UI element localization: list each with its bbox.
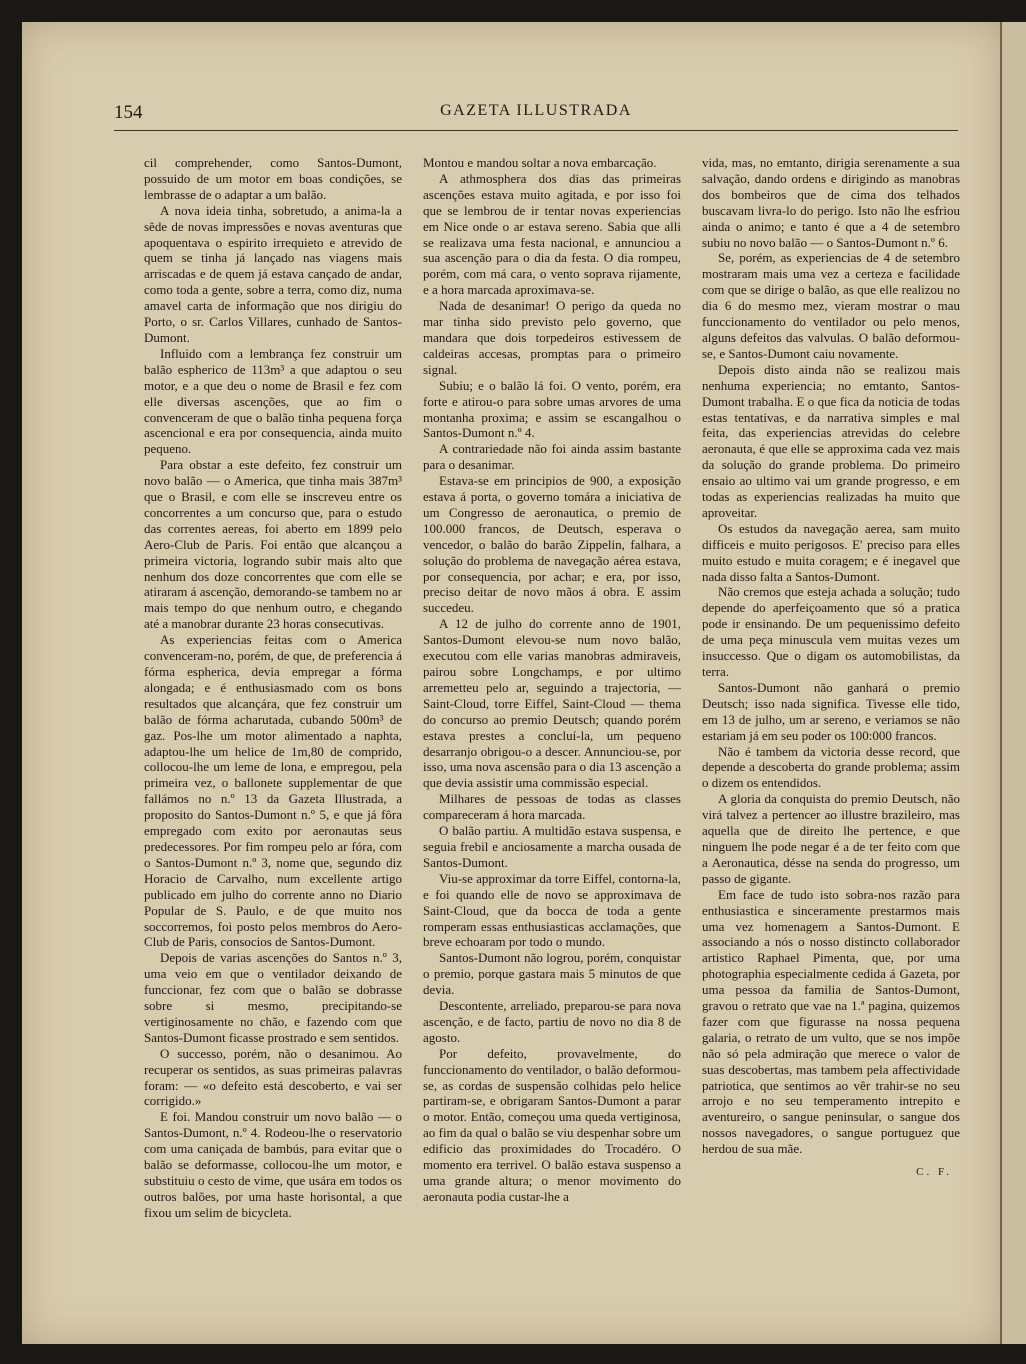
paragraph: Para obstar a este defeito, fez construir um novo balão — o America, que tinha mais 387m³ que o Brasil, e com elle se inscreveu entre os concorrentes a um concurso que, para o estudo das correntes aereas, foi aberto em 1899 pelo Aero-Club de Paris. Foi então que alcançou a primeira victoria, logrando subir mais alto que nenhum dos doze concorrentes que com elle se atiraram á ascenção, demorando-se tambem no ar mais tempo do que nenhum outro, e chegando até a manobrar durante 23 horas consecutivas.	[144, 457, 402, 632]
article-column-3	[702, 155, 960, 1265]
paragraph: A 12 de julho do corrente anno de 1901, Santos-Dumont elevou-se num novo balão, executou com elle varias manobras admiraveis, pairou sobre Longchamps, e por ultimo arremetteu pelo ar, seguindo a trajectoria, — Saint-Cloud, torre Eiffel, Saint-Cloud — thema do concurso ao premio Deutsch; quando porém estava prestes a concluí-la, um pequeno desarranjo obrigou-o a descer. Annunciou-se, por isso, uma nova ascensão para o dia 13 ascenção a que devia assistir uma commissão especial.	[423, 616, 681, 791]
paragraph: Nada de desanimar! O perigo da queda no mar tinha sido previsto pelo governo, que mandara que dois torpedeiros estivessem de caldeiras accesas, promptas para o primeiro signal.	[423, 298, 681, 377]
paragraph: Descontente, arreliado, preparou-se para nova ascenção, e de facto, partiu de novo no dia 8 de agosto.	[423, 998, 681, 1045]
paragraph: A athmosphera dos dias das primeiras ascenções estava muito agitada, e por isso foi que se lembrou de ir tentar novas experiencias em Nice onde o ar estava sereno. Sabia que alli se realizava uma festa nacional, e annunciou a sua ascenção para o dia da festa. O dia rompeu, porém, com má cara, o vento soprava rijamente, e a hora marcada aproximava-se.	[423, 170, 681, 298]
paragraph: Por defeito, provavelmente, do funccionamento do ventilador, o balão deformou-se, as cordas de suspensão colhidas pelo helice partiram-se, e obrigaram Santos-Dumont a parar o motor. Então, começou uma queda vertiginosa, ao fim da qual o balão se viu despenhar sobre um edificio das proximidades do Trocadéro. O momento era terrivel. O balão estava suspenso a uma grande altura; o menor movimento do aeronauta podia custar-lhe a	[423, 1045, 681, 1204]
paragraph: O successo, porém, não o desanimou. Ao recuperar os sentidos, as suas primeiras palavras foram: — «o defeito está descoberto, e vai ser corrigido.»	[144, 1045, 402, 1109]
paragraph: Estava-se em principios de 900, a exposição estava á porta, o governo tomára a iniciativa de um Congresso de aeronautica, o premio de 100.000 francos, de Deutsch, esperava o vencedor, o balão do barão Zippelin, falhara, a solução do problema de navegação aérea estava, por consequencia, por achar; e era, por isso, preciso deitar de novo mãos á obra. E assim succedeu.	[423, 473, 681, 616]
page-number: 154	[114, 102, 143, 123]
paragraph: A contrariedade não foi ainda assim bastante para o desanimar.	[423, 441, 681, 473]
paragraph: Milhares de pessoas de todas as classes compareceram á hora marcada.	[423, 791, 681, 823]
paragraph: Viu-se approximar da torre Eiffel, contorna-la, e foi quando elle de novo se approximava de Saint-Cloud, que da bocca de toda a gente romperam essas enthusiasticas acclamações, que breve echoaram por todo o mundo.	[423, 870, 681, 950]
paragraph: O balão partiu. A multidão estava suspensa, e seguia frebil e anciosamente a marcha ousada de Santos-Dumont.	[423, 823, 681, 870]
paragraph: Não cremos que esteja achada a solução; tudo depende do aperfeiçoamento que só a pratica pode ir ensinando. De um pequenissimo defeito de uma peça minuscula vem muitas vezes um insuccesso. Que o digam os automobilistas, da terra.	[702, 584, 960, 679]
adjacent-page-edge	[1000, 22, 1026, 1344]
paragraph: Santos-Dumont não logrou, porém, conquistar o premio, porque gastara mais 5 minutos de que devia.	[423, 950, 681, 998]
paragraph: Os estudos da navegação aerea, sam muito difficeis e muito perigosos. E' preciso para elles muito estudo e muita coragem; e é inegavel que nada disso falta a Santos-Dumont.	[702, 520, 960, 584]
paragraph: cil comprehender, como Santos-Dumont, possuido de um motor em boas condições, se lembrasse de o adaptar a um balão.	[144, 155, 402, 202]
paragraph: Santos-Dumont não ganhará o premio Deutsch; isso nada significa. Tivesse elle tido, em 13 de julho, um ar sereno, e veriamos se não estariam já em seu poder os 100:000 francos.	[702, 679, 960, 743]
running-title: GAZETA ILLUSTRADA	[440, 102, 632, 119]
paragraph: A nova ideia tinha, sobretudo, a anima-la a sêde de novas impressões e novas aventuras que apoquentava o espirito irrequieto e atrevido de quem se tinha já lançado nas viagens mais arriscadas e de quem já estava cançado de andar, como toda a gente, sobre a terra, como diz, numa amavel carta de informação que nos dirigiu do Porto, o sr. Carlos Villares, cunhado de Santos-Dumont.	[144, 202, 402, 345]
paragraph: As experiencias feitas com o America convenceram-no, porém, de que, de preferencia á fórma espherica, devia empregar a fórma alongada; e é enthusiasmado com os bons resultados que alcançára, que fez construir um balão de fórma acharutada, cubando 500m³ de gaz. Pos-lhe um motor alimentado a naphta, adaptou-lhe um helice de 1m,80 de comprido, collocou-lhe um leme de lona, e empregou, pela primeira vez, o ballonete supplementar de que fallámos no n.º 13 da Gazeta Illustrada, a proposito do Santos-Dumont n.º 5, e que já fôra empregado com exito por aeronautas seus predecessores. Por fim rompeu pelo ar fóra, com o Santos-Dumont n.º 3, nome que, segundo diz Horacio de Carvalho, num excellente artigo publicado em julho do corrente anno no Diario Popular de S. Paulo, e de que muito nos soccorremos, foi posto pelos membros do Aero-Club de Paris, consocios de Santos-Dumont.	[144, 632, 402, 950]
author-signature: C. F.	[916, 1166, 952, 1179]
paragraph: Influido com a lembrança fez construir um balão espherico de 113m³ a que adaptou o seu motor, e a que deu o nome de Brasil e fez com elle diversas ascenções, que ao fim o convenceram de que o balão tinha pequena força ascencional e era por consequencia, ainda muito pequeno.	[144, 345, 402, 457]
paragraph: Montou e mandou soltar a nova embarcação.	[423, 155, 657, 170]
paragraph: E foi. Mandou construir um novo balão — o Santos-Dumont, n.º 4. Rodeou-lhe o reservatorio com uma caniçada de bambús, para evitar que o balão se deformasse, collocou-lhe um motor, e substituiu o cesto de vime, que usára em todos os outros balões, por uma haste horisontal, a que fixou um selim de bicycleta.	[144, 1109, 402, 1220]
paragraph: Subiu; e o balão lá foi. O vento, porém, era forte e atirou-o para sobre umas arvores de uma montanha proxima; e assim se escangalhou o Santos-Dumont n.º 4.	[423, 377, 681, 441]
header-rule	[114, 130, 958, 131]
page-header	[114, 102, 958, 128]
paragraph: Depois disto ainda não se realizou mais nenhuma experiencia; no emtanto, Santos-Dumont trabalha. E o que fica da noticia de todas estas tentativas, e da narrativa simples e mal feita, das experiencias atrevidas do celebre aeronauta, é que elle se approxima cada vez mais da solução do grande problema. Do primeiro ensaio ao ultimo vai um grande progresso, e em todas as experiencias realizadas ha muito que aproveitar.	[702, 361, 960, 520]
paragraph: Em face de tudo isto sobra-nos razão para enthusiastica e sinceramente prestarmos mais uma vez homenagem a Santos-Dumont. E associando a nós o nosso distincto collaborador artistico Raphael Pimenta, que, por uma photographia especialmente cedida á Gazeta, por uma pessoa da familia de Santos-Dumont, gravou o retrato que vae na 1.ª pagina, quizemos fazer com que figurasse na nossa pequena galaria, o retrato de um vulto, que se nos impõe não só pela admiração que merece o valor de suas descobertas, mas tambem pela affectividade patriotica, que sentimos ao vêr trahir-se no seu arrojo e no seu temperamento intrepito e aventureiro, o sangue peninsular, o sangue dos nossos navegadores, o sangue portuguez que herdou de sua mãe.	[702, 886, 960, 1157]
paragraph: vida, mas, no emtanto, dirigia serenamente a sua salvação, dando ordens e dirigindo as manobras dos bombeiros que de cima dos telhados buscavam livra-lo do perigo. Isto não lhe esfriou ainda o animo; e tanto é que a 4 de setembro subiu no novo balão — o Santos-Dumont n.º 6.	[702, 155, 960, 250]
article-column-1	[144, 155, 402, 1265]
paragraph: Não é tambem da victoria desse record, que depende a descoberta do grande problema; assim o dizem os entendidos.	[702, 743, 960, 791]
article-column-2	[423, 155, 681, 1265]
paragraph: Se, porém, as experiencias de 4 de setembro mostraram mais uma vez a certeza e facilidade com que se dirige o balão, as que elle realizou no dia 6 do mesmo mez, vieram mostrar o mau funccionamento do ventilador ou pelo menos, alguns defeitos das valvulas. O balão deformou-se, e Santos-Dumont caiu novamente.	[702, 250, 960, 361]
paragraph: A gloria da conquista do premio Deutsch, não virá talvez a pertencer ao illustre brazileiro, mas aquella que de direito lhe pertence, e que ninguem lhe pode negar é a de ter feito com que a Aeronautica, désse na senda do progresso, um passo de gigante.	[702, 791, 960, 886]
paragraph: Depois de varias ascenções do Santos n.º 3, uma veio em que o ventilador deixando de funccionar, fez com que o balão se dobrasse sobre si mesmo, precipitando-se vertiginosamente no chão, e fazendo com que Santos-Dumont ficasse prostrado e sem sentidos.	[144, 950, 402, 1045]
newspaper-page	[22, 22, 1000, 1344]
